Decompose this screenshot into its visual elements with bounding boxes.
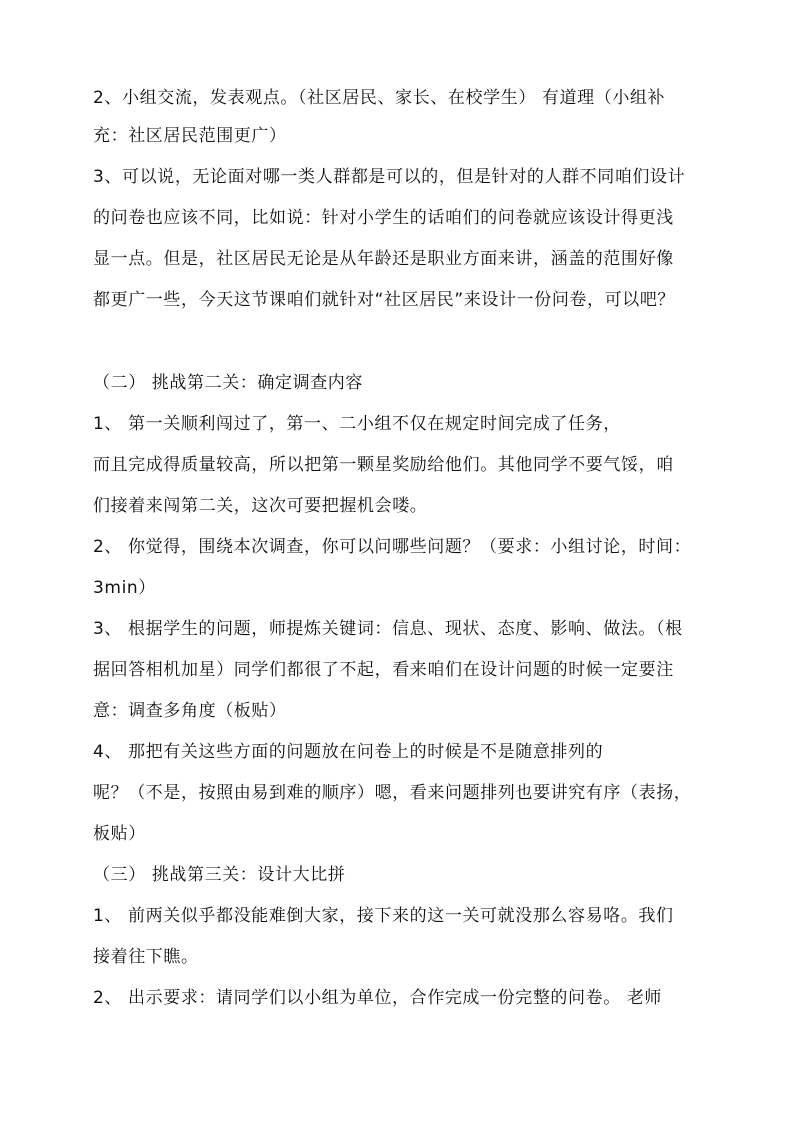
text-line: 接着往下瞧。 — [93, 947, 199, 967]
text-line: 呢？（不是，按照由易到难的顺序）嗯，看来问题排列也要讲究有序（表扬， — [93, 783, 692, 803]
text-line: 显一点。但是，社区居民无论是从年龄还是职业方面来讲，涵盖的范围好像 — [93, 249, 674, 269]
text-line: 2、 你觉得，围绕本次调查，你可以问哪些问题？（要求：小组讨论，时间： — [93, 537, 692, 557]
text-line: 2、小组交流，发表观点。（社区居民、家长、在校学生） 有道理（小组补 — [93, 88, 666, 108]
text-line: 1、 第一关顺利闯过了，第一、二小组不仅在规定时间完成了任务， — [93, 414, 621, 434]
text-line: 的问卷也应该不同，比如说：针对小学生的话咱们的问卷就应该设计得更浅 — [93, 208, 674, 228]
text-line: 3、可以说，无论面对哪一类人群都是可以的，但是针对的人群不同咱们设计 — [93, 167, 686, 187]
text-line: 4、 那把有关这些方面的问题放在问卷上的时候是不是随意排列的 — [93, 742, 604, 762]
text-line: 据回答相机加星）同学们都很了不起，看来咱们在设计问题的时候一定要注 — [93, 660, 674, 680]
text-line: 都更广一些，今天这节课咱们就针对“社区居民”来设计一份问卷，可以吧？ — [93, 290, 676, 310]
text-line: 充：社区居民范围更广） — [93, 126, 287, 146]
text-line: 1、 前两关似乎都没能难倒大家，接下来的这一关可就没那么容易咯。我们 — [93, 906, 674, 926]
text-line: 板贴） — [93, 824, 146, 844]
text-line: 3、 根据学生的问题，师提炼关键词：信息、现状、态度、影响、做法。（根 — [93, 619, 683, 639]
section-heading: （二） 挑战第二关：确定调查内容 — [93, 373, 364, 393]
text-line: 们接着来闯第二关，这次可要把握机会喽。 — [93, 496, 428, 516]
text-line: 2、 出示要求：请同学们以小组为单位，合作完成一份完整的问卷。 老师 — [93, 988, 663, 1008]
text-line: 3min） — [93, 578, 156, 598]
text-line: 意：调查多角度（板贴） — [93, 701, 287, 721]
text-line: 而且完成得质量较高，所以把第一颗星奖励给他们。其他同学不要气馁，咱 — [93, 455, 674, 475]
section-heading: （三） 挑战第三关：设计大比拼 — [93, 865, 346, 885]
